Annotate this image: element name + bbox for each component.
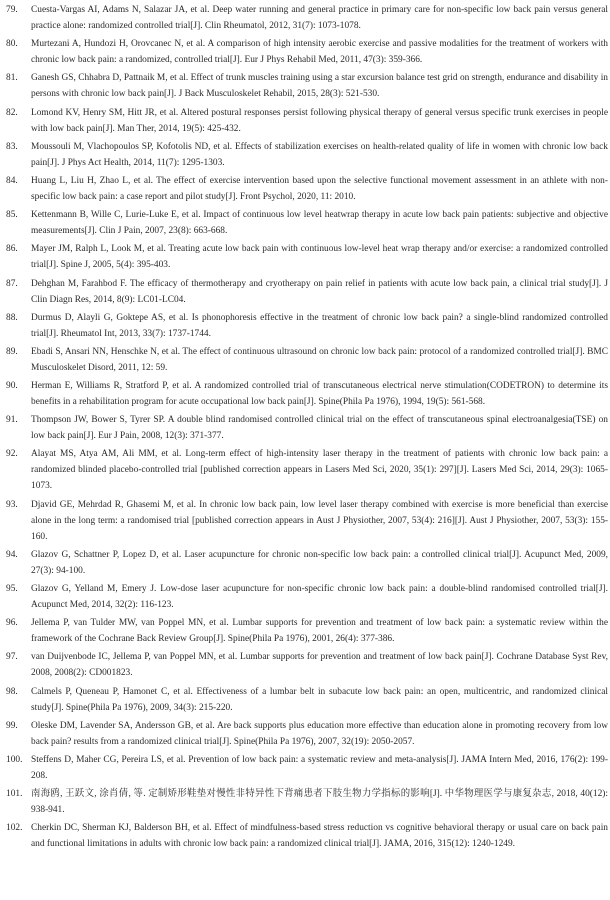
- reference-entry: [6, 497, 608, 545]
- reference-number: 79.: [6, 5, 18, 15]
- reference-number: 102.: [6, 823, 23, 834]
- reference-number: 99.: [6, 720, 18, 731]
- reference-entry: [6, 241, 608, 273]
- reference-number: 100.: [6, 754, 23, 765]
- reference-number: 92.: [6, 449, 18, 460]
- reference-text: Jellema P, van Tulder MW, van Poppel MN, et al. Lumbar supports for prevention and treatment of low back pain: a systematic review within the framework of the Cochrane Back Review Group[J]. Spine(Phila Pa 1976), 2001, 26(4): 377-386.: [31, 618, 608, 645]
- reference-number: 81.: [6, 73, 18, 84]
- reference-number: 89.: [6, 346, 18, 357]
- reference-text: Kettenmann B, Wille C, Lurie-Luke E, et al. Impact of continuous low level heatwrap therapy in acute low back pain patients: subjective and objective measurements[J]. Clin J Pain, 2007, 23(8): 663-668.: [31, 210, 608, 237]
- reference-text: Herman E, Williams R, Stratford P, et al. A randomized controlled trial of transcutaneous electrical nerve stimulation(CODETRON) to determine its benefits in a rehabilitation program for acute occupational low back pain[J]. Spine(Phila Pa 1976), 1994, 19(5): 561-568.: [31, 381, 608, 408]
- reference-text: Moussouli M, Vlachopoulos SP, Kofotolis ND, et al. Effects of stabilization exercises on health-related quality of life in women with chronic low back pain[J]. J Phys Act Health, 2014, 11(7): 1295-1303.: [31, 141, 608, 168]
- reference-text: Cherkin DC, Sherman KJ, Balderson BH, et al. Effect of mindfulness-based stress reduction vs cognitive behavioral therapy or usual care on back pain and functional limitations in adults with chronic low back pain: a randomized clinical trial[J]. JAMA, 2016, 315(12): 1240-1249.: [31, 823, 608, 850]
- reference-number: 83.: [6, 141, 18, 152]
- reference-text: Lomond KV, Henry SM, Hitt JR, et al. Altered postural responses persist following physical therapy of general versus specific trunk exercises in people with low back pain[J]. Man Ther, 2014, 19(5): 425-432.: [31, 107, 608, 134]
- reference-number: 95.: [6, 584, 18, 594]
- reference-number: 96.: [6, 618, 18, 629]
- reference-entry: [6, 70, 608, 102]
- reference-text: Mayer JM, Ralph L, Look M, et al. Treating acute low back pain with continuous low-level heat wrap therapy and/or exercise: a randomized controlled trial[J]. Spine J, 2005, 5(4): 395-403.: [31, 244, 608, 271]
- reference-number: 88.: [6, 312, 18, 323]
- reference-number: 87.: [6, 278, 18, 289]
- reference-text: Oleske DM, Lavender SA, Andersson GB, et al. Are back supports plus education more effective than education alone in promoting recovery from low back pain? results from a randomized clinical trial[J]. Spine(Phila Pa 1976), 2007, 32(19): 2050-2057.: [31, 720, 608, 747]
- reference-text: Dehghan M, Farahbod F. The efficacy of thermotherapy and cryotherapy on pain relief in patients with acute low back pain, a clinical trial study[J]. J Clin Diagn Res, 2014, 8(9): LC01-LC04.: [31, 278, 608, 305]
- reference-number: 98.: [6, 686, 18, 697]
- reference-entry: [6, 2, 608, 34]
- reference-text: Thompson JW, Bower S, Tyrer SP. A double blind randomised controlled clinical trial on the effect of transcutaneous spinal electroanalgesia(TSE) on low back pain[J]. Eur J Pain, 2008, 12(3): 371-377.: [31, 415, 608, 442]
- reference-text: van Duijvenbode IC, Jellema P, van Poppel MN, et al. Lumbar supports for prevention and treatment of low back pain[J]. Cochrane Database Syst Rev, 2008, 2008(2): CD001823.: [31, 652, 608, 679]
- reference-entry: [6, 446, 608, 494]
- reference-entry: [6, 786, 608, 818]
- reference-entry: [6, 684, 608, 716]
- reference-text: Glazov G, Schattner P, Lopez D, et al. Laser acupuncture for chronic non-specific low back pain: a controlled clinical trial[J]. Acupunct Med, 2009, 27(3): 94-100.: [31, 549, 608, 576]
- reference-number: 97.: [6, 652, 18, 663]
- reference-number: 90.: [6, 381, 18, 392]
- reference-entry: [6, 105, 608, 137]
- reference-entry: [6, 412, 608, 444]
- reference-entry: [6, 820, 608, 852]
- reference-list: [6, 2, 608, 855]
- reference-text: Durmus D, Alayli G, Goktepe AS, et al. Is phonophoresis effective in the treatment of chronic low back pain? a single-blind randomized controlled trial[J]. Rheumatol Int, 2013, 33(7): 1737-1744.: [31, 312, 608, 339]
- reference-number: 80.: [6, 39, 18, 50]
- reference-entry: [6, 615, 608, 647]
- reference-entry: [6, 36, 608, 68]
- reference-text: Ebadi S, Ansari NN, Henschke N, et al. The effect of continuous ultrasound on chronic low back pain: protocol of a randomized controlled trial[J]. BMC Musculoskelet Disord, 2011, 12: 59.: [31, 346, 608, 373]
- reference-number: 85.: [6, 210, 18, 221]
- reference-text: Steffens D, Maher CG, Pereira LS, et al. Prevention of low back pain: a systematic review and meta-analysis[J]. JAMA Intern Med, 2016, 176(2): 199-208.: [31, 754, 608, 781]
- reference-number: 84.: [6, 175, 18, 186]
- reference-entry: [6, 581, 608, 613]
- reference-text: 南海鸥, 王跃文, 涂肖倩, 等. 定制矫形鞋垫对慢性非特异性下背痛患者下肢生物力学指标的影响[J]. 中华物理医学与康复杂志, 2018, 40(12): 938-941.: [31, 789, 608, 816]
- reference-entry: [6, 173, 608, 205]
- reference-number: 91.: [6, 415, 18, 426]
- reference-entry: [6, 139, 608, 171]
- reference-text: Alayat MS, Atya AM, Ali MM, et al. Long-term effect of high-intensity laser therapy in the treatment of patients with chronic low back pain: a randomized blinded placebo-controlled trial [published correction appears in Lasers Med Sci, 2020, 35(1): 297][J]. Lasers Med Sci, 2014, 29(3): 1065-1073.: [31, 449, 608, 492]
- reference-text: Murtezani A, Hundozi H, Orovcanec N, et al. A comparison of high intensity aerobic exercise and passive modalities for the treatment of workers with chronic low back pain: a randomized, controlled trial[J]. Eur J Phys Rehabil Med, 2011, 47(3): 359-366.: [31, 39, 608, 66]
- reference-entry: [6, 207, 608, 239]
- reference-text: Djavid GE, Mehrdad R, Ghasemi M, et al. In chronic low back pain, low level laser therapy combined with exercise is more beneficial than exercise alone in the long term: a randomised trial [published correction appears in Aust J Physiother, 2007, 53(4): 216][J]. Aust J Physiother, 2007, 53(3): 155-160.: [31, 499, 608, 542]
- reference-entry: [6, 752, 608, 784]
- reference-entry: [6, 344, 608, 376]
- reference-entry: [6, 649, 608, 681]
- reference-number: 93.: [6, 499, 18, 510]
- reference-text: Huang L, Liu H, Zhao L, et al. The effect of exercise intervention based upon the selective functional movement assessment in an athlete with non-specific low back pain: a case report and pilot study[J]. Front Psychol, 2020, 11: 2010.: [31, 175, 608, 202]
- reference-entry: [6, 547, 608, 579]
- reference-number: 86.: [6, 244, 18, 255]
- reference-text: Cuesta-Vargas AI, Adams N, Salazar JA, et al. Deep water running and general practice in primary care for non-specific low back pain versus general practice alone: randomized controlled trial[J]. Clin Rheumatol, 2012, 31(7): 1073-1078.: [31, 5, 608, 31]
- reference-entry: [6, 378, 608, 410]
- reference-number: 101.: [6, 789, 23, 800]
- reference-entry: [6, 276, 608, 308]
- reference-entry: [6, 310, 608, 342]
- reference-text: Ganesh GS, Chhabra D, Pattnaik M, et al. Effect of trunk muscles training using a star excursion balance test grid on strength, endurance and disability in persons with chronic low back pain[J]. J Back Musculoskelet Rehabil, 2015, 28(3): 521-530.: [31, 73, 608, 100]
- reference-text: Glazov G, Yelland M, Emery J. Low-dose laser acupuncture for non-specific chronic low back pain: a double-blind randomised controlled trial[J]. Acupunct Med, 2014, 32(2): 116-123.: [31, 584, 608, 610]
- reference-entry: [6, 718, 608, 750]
- reference-number: 82.: [6, 107, 18, 118]
- reference-number: 94.: [6, 549, 18, 560]
- reference-text: Calmels P, Queneau P, Hamonet C, et al. Effectiveness of a lumbar belt in subacute low back pain: an open, multicentric, and randomized clinical study[J]. Spine(Phila Pa 1976), 2009, 34(3): 215-220.: [31, 686, 608, 713]
